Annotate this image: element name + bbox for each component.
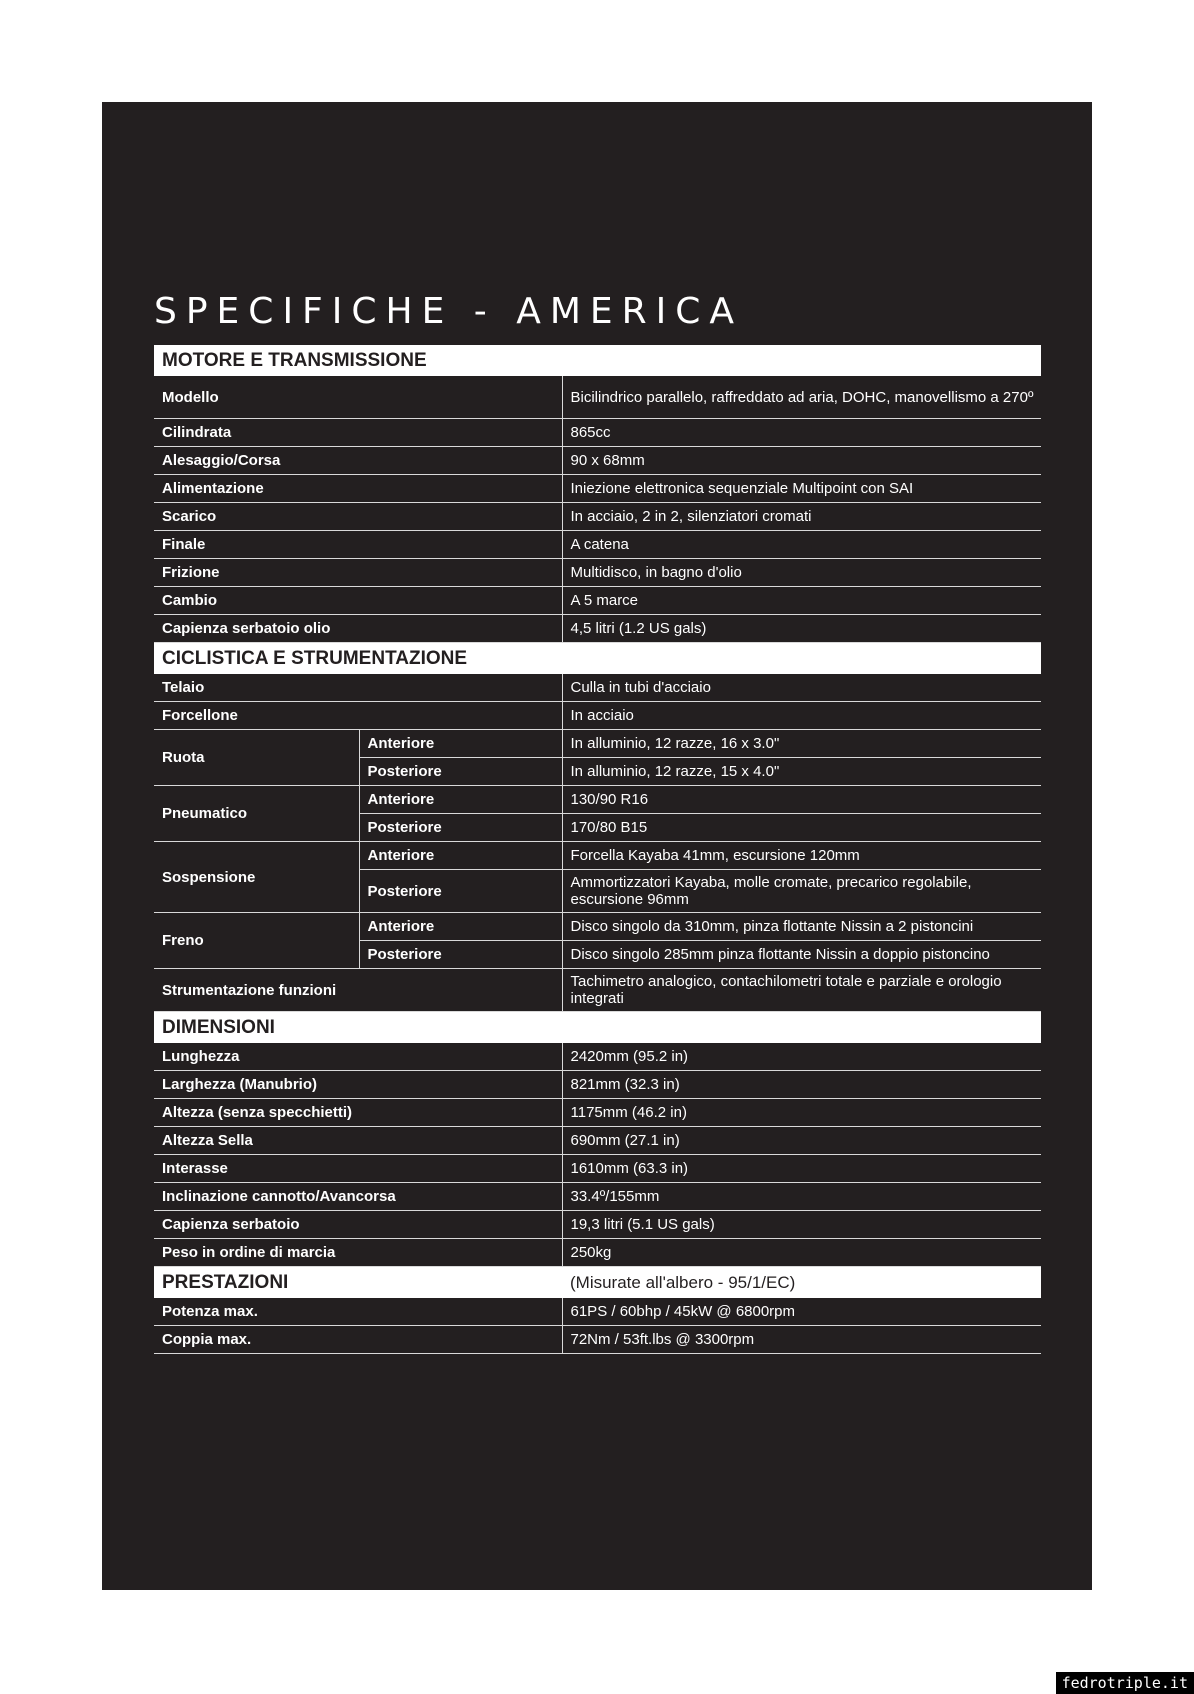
spec-label: Larghezza (Manubrio) (154, 1071, 562, 1099)
section-header-motore (154, 345, 1041, 376)
section-heading: PRESTAZIONI (154, 1267, 562, 1298)
spec-value: Tachimetro analogico, contachilometri totale e parziale e orologio integrati (562, 969, 1041, 1012)
table-row (154, 503, 1041, 531)
spec-group-label: Sospensione (154, 842, 359, 913)
spec-value: 90 x 68mm (562, 447, 1041, 475)
spec-value: 72Nm / 53ft.lbs @ 3300rpm (562, 1326, 1041, 1354)
spec-label: Frizione (154, 559, 562, 587)
table-row (154, 475, 1041, 503)
table-row (154, 730, 1041, 758)
spec-group-label: Ruota (154, 730, 359, 786)
section-heading: MOTORE E TRANSMISSIONE (154, 345, 1041, 376)
table-row (154, 1155, 1041, 1183)
table-row (154, 1211, 1041, 1239)
spec-label: Interasse (154, 1155, 562, 1183)
spec-value: In alluminio, 12 razze, 15 x 4.0" (562, 758, 1041, 786)
table-row (154, 531, 1041, 559)
spec-value: Iniezione elettronica sequenziale Multipoint con SAI (562, 475, 1041, 503)
spec-group-label: Pneumatico (154, 786, 359, 842)
table-row (154, 969, 1041, 1012)
spec-value: 1610mm (63.3 in) (562, 1155, 1041, 1183)
spec-value: Disco singolo da 310mm, pinza flottante Nissin a 2 pistoncini (562, 913, 1041, 941)
table-row (154, 1298, 1041, 1326)
spec-value: 61PS / 60bhp / 45kW @ 6800rpm (562, 1298, 1041, 1326)
spec-label: Altezza Sella (154, 1127, 562, 1155)
spec-sublabel: Posteriore (359, 870, 562, 913)
spec-value: 865cc (562, 419, 1041, 447)
page-title: SPECIFICHE - AMERICA (154, 291, 744, 332)
spec-label: Strumentazione funzioni (154, 969, 562, 1012)
table-row (154, 1043, 1041, 1071)
spec-label: Altezza (senza specchietti) (154, 1099, 562, 1127)
spec-value: Multidisco, in bagno d'olio (562, 559, 1041, 587)
spec-label: Lunghezza (154, 1043, 562, 1071)
spec-label: Peso in ordine di marcia (154, 1239, 562, 1267)
table-row (154, 587, 1041, 615)
spec-sublabel: Posteriore (359, 758, 562, 786)
table-row (154, 615, 1041, 643)
spec-label: Forcellone (154, 702, 562, 730)
section-heading: DIMENSIONI (154, 1012, 1041, 1043)
table-row (154, 842, 1041, 870)
spec-value: Culla in tubi d'acciaio (562, 674, 1041, 702)
spec-label: Potenza max. (154, 1298, 562, 1326)
section-header-prestazioni (154, 1267, 1041, 1298)
table-row (154, 376, 1041, 419)
spec-label: Alimentazione (154, 475, 562, 503)
spec-label: Capienza serbatoio (154, 1211, 562, 1239)
spec-group-label: Freno (154, 913, 359, 969)
section-note: (Misurate all'albero - 95/1/EC) (562, 1267, 1041, 1298)
table-row (154, 1127, 1041, 1155)
spec-value: Ammortizzatori Kayaba, molle cromate, precarico regolabile, escursione 96mm (562, 870, 1041, 913)
spec-sublabel: Anteriore (359, 842, 562, 870)
spec-value: In acciaio, 2 in 2, silenziatori cromati (562, 503, 1041, 531)
table-row (154, 1326, 1041, 1354)
table-row (154, 447, 1041, 475)
table-row (154, 786, 1041, 814)
spec-value: Bicilindrico parallelo, raffreddato ad aria, DOHC, manovellismo a 270º (562, 376, 1041, 419)
spec-value: 170/80 B15 (562, 814, 1041, 842)
spec-value: 250kg (562, 1239, 1041, 1267)
spec-table (154, 345, 1041, 1354)
table-row (154, 913, 1041, 941)
table-row (154, 674, 1041, 702)
spec-value: 130/90 R16 (562, 786, 1041, 814)
section-header-ciclistica (154, 643, 1041, 674)
spec-value: In alluminio, 12 razze, 16 x 3.0" (562, 730, 1041, 758)
table-row (154, 702, 1041, 730)
spec-label: Cilindrata (154, 419, 562, 447)
spec-label: Scarico (154, 503, 562, 531)
spec-sublabel: Anteriore (359, 913, 562, 941)
table-row (154, 1099, 1041, 1127)
spec-label: Telaio (154, 674, 562, 702)
spec-value: 1175mm (46.2 in) (562, 1099, 1041, 1127)
spec-sublabel: Anteriore (359, 730, 562, 758)
spec-label: Capienza serbatoio olio (154, 615, 562, 643)
spec-sublabel: Posteriore (359, 814, 562, 842)
spec-value: Forcella Kayaba 41mm, escursione 120mm (562, 842, 1041, 870)
table-row (154, 1239, 1041, 1267)
section-header-dimensioni (154, 1012, 1041, 1043)
spec-sublabel: Posteriore (359, 941, 562, 969)
spec-sublabel: Anteriore (359, 786, 562, 814)
spec-label: Cambio (154, 587, 562, 615)
table-row (154, 1071, 1041, 1099)
spec-label: Inclinazione cannotto/Avancorsa (154, 1183, 562, 1211)
spec-value: A 5 marce (562, 587, 1041, 615)
spec-value: 4,5 litri (1.2 US gals) (562, 615, 1041, 643)
section-heading: CICLISTICA E STRUMENTAZIONE (154, 643, 1041, 674)
spec-value: 2420mm (95.2 in) (562, 1043, 1041, 1071)
spec-value: In acciaio (562, 702, 1041, 730)
spec-label: Finale (154, 531, 562, 559)
spec-value: 33.4º/155mm (562, 1183, 1041, 1211)
spec-value: 821mm (32.3 in) (562, 1071, 1041, 1099)
table-row (154, 559, 1041, 587)
spec-label: Alesaggio/Corsa (154, 447, 562, 475)
spec-value: Disco singolo 285mm pinza flottante Nissin a doppio pistoncino (562, 941, 1041, 969)
spec-label: Modello (154, 376, 562, 419)
spec-label: Coppia max. (154, 1326, 562, 1354)
spec-value: A catena (562, 531, 1041, 559)
table-row (154, 1183, 1041, 1211)
spec-value: 690mm (27.1 in) (562, 1127, 1041, 1155)
table-row (154, 419, 1041, 447)
watermark-label: fedrotriple.it (1056, 1672, 1194, 1694)
spec-value: 19,3 litri (5.1 US gals) (562, 1211, 1041, 1239)
